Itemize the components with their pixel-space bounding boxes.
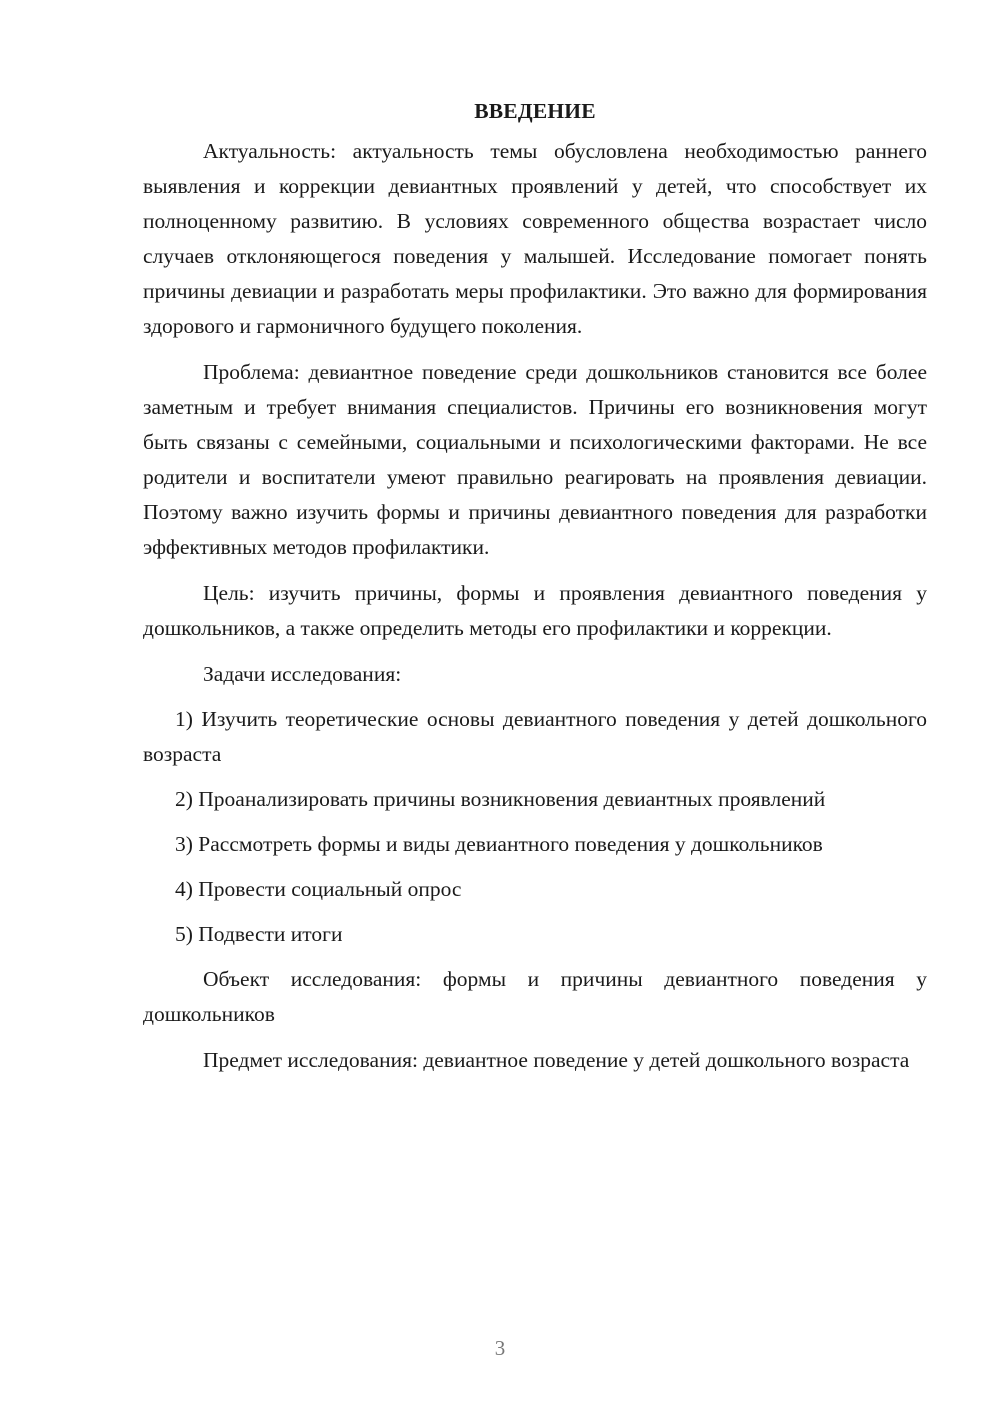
task-item-5: 5) Подвести итоги: [175, 922, 343, 946]
page-number: 3: [494, 1336, 506, 1360]
task-item-1: 1) Изучить теоретические основы девиантного поведения у детей дошкольного возраста: [143, 707, 927, 766]
paragraph-goal: Цель: изучить причины, формы и проявления девиантного поведения у дошкольников, а также определить методы его профилактики и коррекции.: [143, 581, 927, 640]
task-item-2: 2) Проанализировать причины возникновения девиантных проявлений: [175, 787, 826, 811]
paragraph-relevance: Актуальность: актуальность темы обусловлена необходимостью раннего выявления и коррекции девиантных проявлений у детей, что способствует их полноценному развитию. В условиях современного общества возрастает число случаев отклоняющегося поведения у малышей. Исследование помогает понять причины девиации и разработать меры профилактики. Это важно для формирования здорового и гармоничного будущего поколения.: [143, 139, 927, 338]
page-title: ВВЕДЕНИЕ: [474, 99, 596, 123]
task-item-3: 3) Рассмотреть формы и виды девиантного поведения у дошкольников: [175, 832, 823, 856]
paragraph-subject: Предмет исследования: девиантное поведение у детей дошкольного возраста: [203, 1048, 910, 1072]
tasks-heading: Задачи исследования:: [203, 662, 402, 686]
task-item-4: 4) Провести социальный опрос: [175, 877, 462, 901]
paragraph-object: Объект исследования: формы и причины девиантного поведения у дошкольников: [143, 967, 927, 1026]
paragraph-problem: Проблема: девиантное поведение среди дошкольников становится все более заметным и требует внимания специалистов. Причины его возникновения могут быть связаны с семейными, социальными и психологическими факторами. Не все родители и воспитатели умеют правильно реагировать на проявления девиации. Поэтому важно изучить формы и причины девиантного поведения для разработки эффективных методов профилактики.: [143, 360, 927, 559]
page-content: [143, 96, 927, 1089]
